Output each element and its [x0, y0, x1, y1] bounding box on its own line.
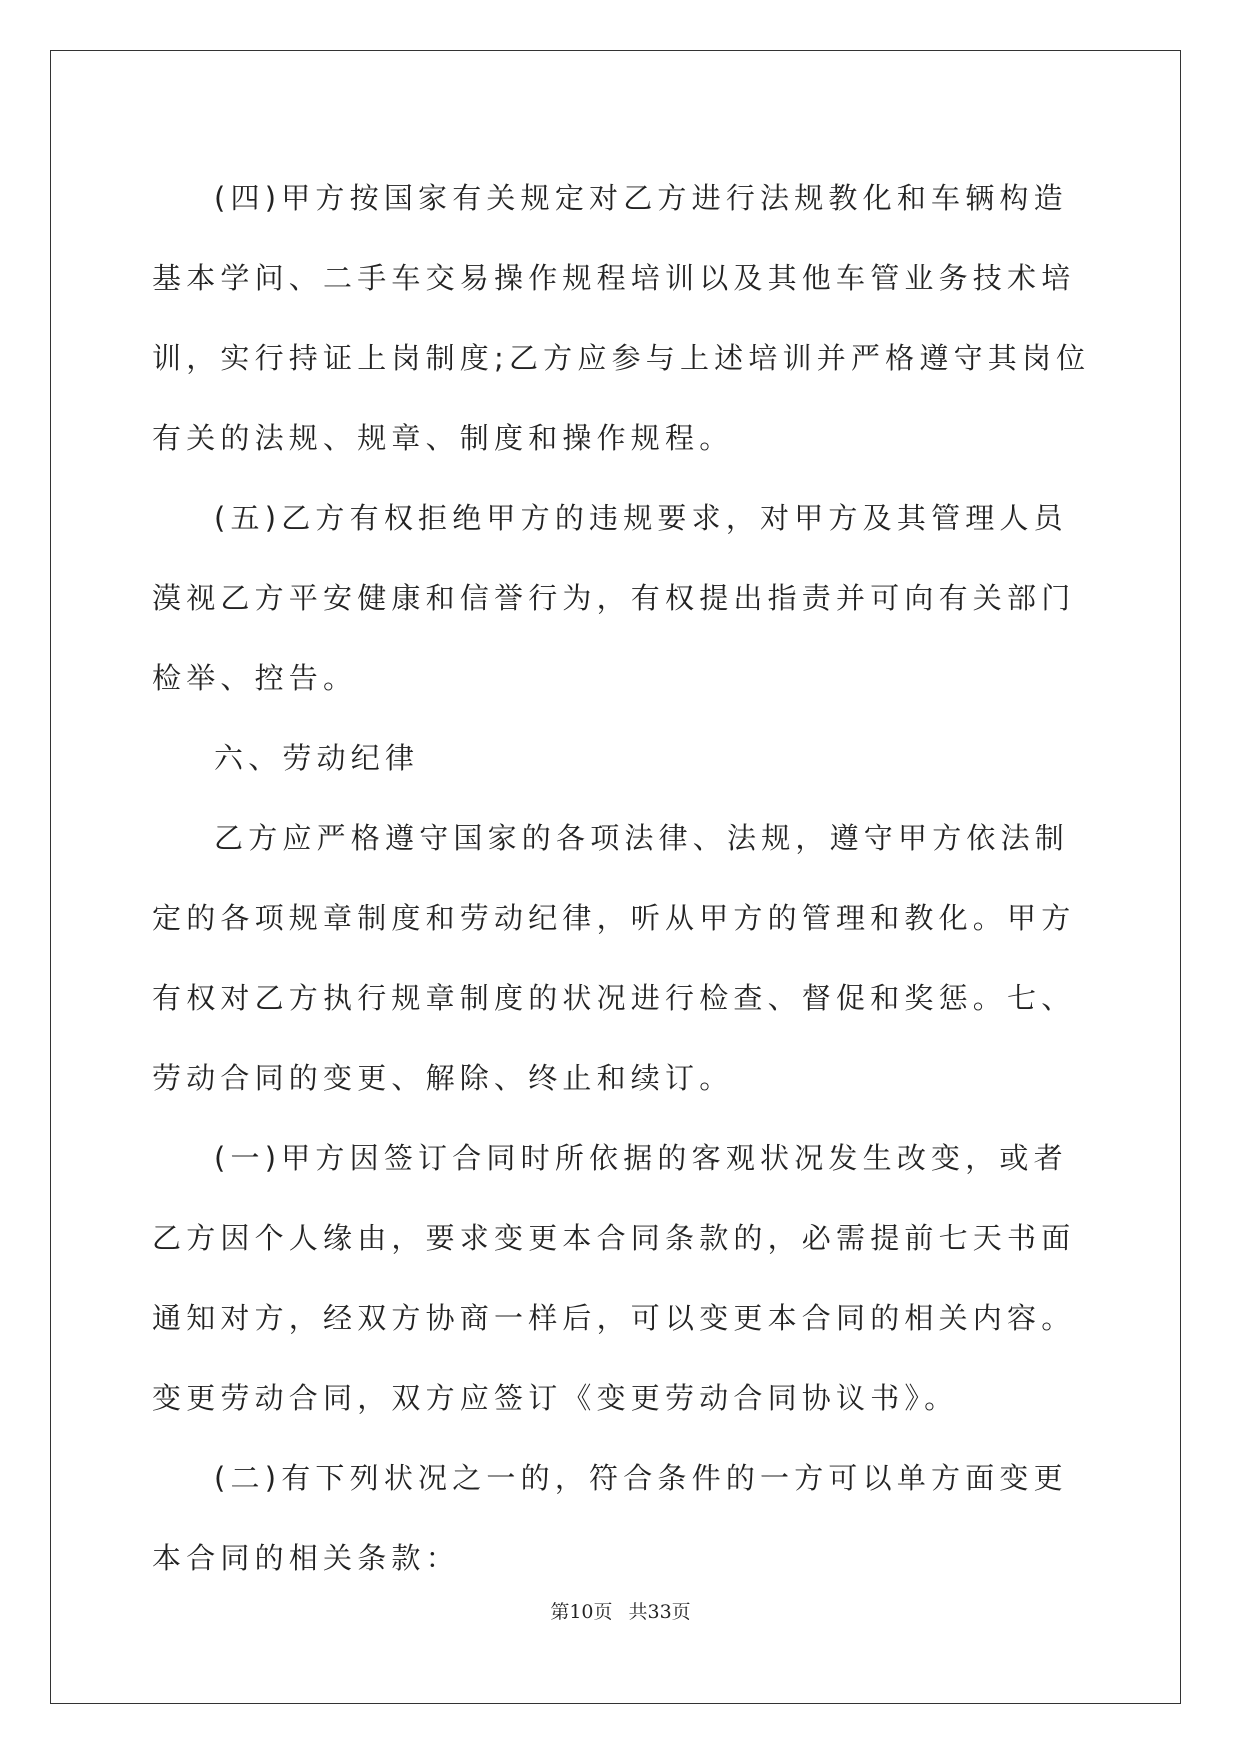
paragraph-4: (四)甲方按国家有关规定对乙方进行法规教化和车辆构造基本学问、二手车交易操作规程培训以及其他车管业务技术培训，实行持证上岗制度;乙方应参与上述培训并严格遵守其岗位有关的法规、规章、制度和操作规程。 — [152, 181, 1091, 455]
page-total: 共33页 — [628, 1601, 691, 1623]
paragraph-labor-discipline: 乙方应严格遵守国家的各项法律、法规，遵守甲方依法制定的各项规章制度和劳动纪律，听从甲方的管理和教化。甲方有权对乙方执行规章制度的状况进行检查、督促和奖惩。七、劳动合同的变更、解除、终止和续订。 — [152, 821, 1076, 1095]
paragraph-5: (五)乙方有权拒绝甲方的违规要求，对甲方及其管理人员漠视乙方平安健康和信誉行为，有权提出指责并可向有关部门检举、控告。 — [152, 501, 1076, 695]
paragraph-contract-change-1: (一)甲方因签订合同时所依据的客观状况发生改变，或者乙方因个人缘由，要求变更本合同条款的，必需提前七天书面通知对方，经双方协商一样后，可以变更本合同的相关内容。变更劳动合同，双方应签订《变更劳动合同协议书》。 — [152, 1141, 1076, 1415]
page-number: 第10页 — [550, 1601, 613, 1623]
paragraph-contract-change-2: (二)有下列状况之一的，符合条件的一方可以单方面变更本合同的相关条款： — [152, 1461, 1068, 1575]
section-heading-labor-discipline: 六、劳动纪律 — [214, 741, 420, 775]
page-footer — [0, 1597, 1241, 1624]
document-body — [152, 158, 1092, 1598]
